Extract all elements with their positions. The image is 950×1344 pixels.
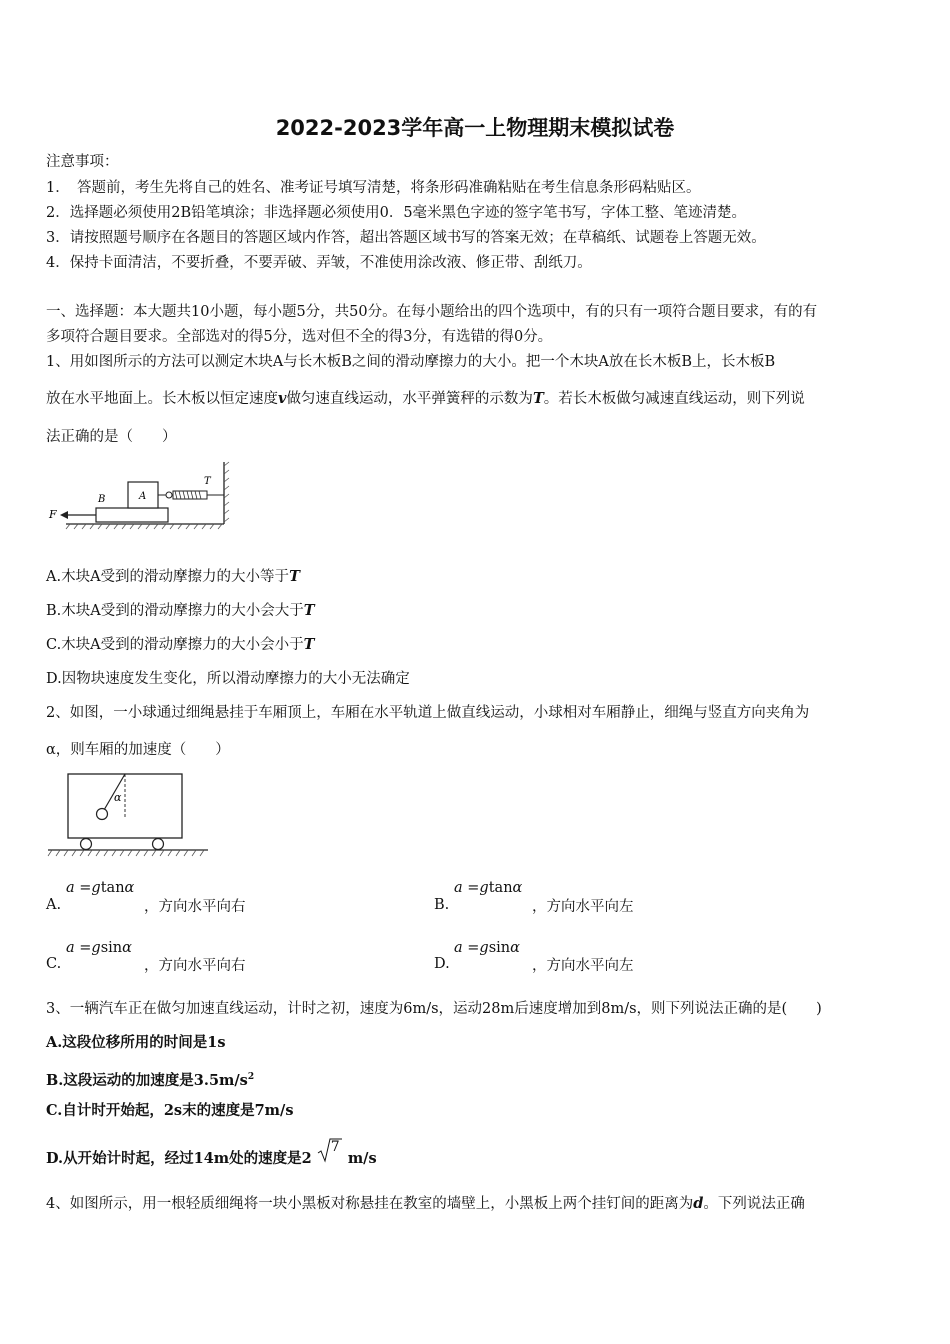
q3-option-c: C.自计时开始起，2s末的速度是7m/s: [46, 1102, 294, 1119]
sqrt-expression: [317, 1139, 343, 1169]
section-instructions-line: 多项符合题目要求。全部选对的得5分，选对但不全的得3分，有选错的得0分。: [46, 329, 553, 345]
q1-stem-text: 做匀速直线运动，水平弹簧秤的示数为: [286, 391, 533, 407]
option-text: C.木块A受到的滑动摩擦力的大小会小于: [46, 637, 304, 653]
q2-option-d-formula: a =gsinα: [454, 940, 520, 956]
q2-option-c-letter: C.: [46, 956, 62, 972]
q1-option-d: D.因物块速度发生变化，所以滑动摩擦力的大小无法确定: [46, 671, 410, 687]
q4-stem-text: 。下列说法正确: [703, 1196, 805, 1212]
option-text: A.木块A受到的滑动摩擦力的大小等于: [46, 569, 290, 585]
figure-label-A: A: [139, 491, 147, 502]
q2-carriage-pendulum-figure: [46, 770, 210, 860]
variable-T: T: [289, 568, 300, 585]
variable-T: T: [303, 636, 315, 653]
q1-stem-text: 。若长木板做匀减速直线运动，则下列说: [543, 391, 805, 407]
notice-heading: 注意事项：: [46, 154, 119, 170]
option-text: D.从开始计时起，经过14m处的速度是2: [46, 1150, 312, 1167]
variable-T: T: [532, 390, 544, 407]
variable-d: d: [693, 1195, 704, 1212]
q1-stem-line: [46, 389, 805, 409]
superscript: 2: [247, 1072, 255, 1082]
q1-option-c: [46, 635, 314, 655]
q2-stem-line: α，则车厢的加速度（ ）: [46, 742, 230, 758]
q3-option-d: [46, 1139, 377, 1169]
q4-stem-line: [46, 1194, 805, 1214]
q1-stem-text: 放在水平地面上。长木板以恒定速度: [46, 391, 278, 407]
q2-option-a-desc: ，方向水平向右: [144, 899, 246, 915]
q2-option-c-formula: a =gsinα: [66, 940, 132, 956]
q2-option-b-letter: B.: [434, 897, 450, 913]
q2-option-c-desc: ，方向水平向右: [144, 958, 246, 974]
q4-stem-text: 4、如图所示，用一根轻质细绳将一块小黑板对称悬挂在教室的墙壁上，小黑板上两个挂钉间的距离为: [46, 1196, 694, 1212]
q2-option-a-formula: a =gtanα: [66, 880, 135, 896]
q1-stem-line: 1、用如图所示的方法可以测定木块A与长木板B之间的滑动摩擦力的大小。把一个木块A放在长木板B上，长木板B: [46, 354, 776, 370]
option-text: B.这段运动的加速度是3.5m/s: [46, 1071, 248, 1089]
q3-option-b: [46, 1067, 254, 1091]
figure-label-T: T: [204, 476, 211, 487]
q2-option-a-letter: A.: [46, 897, 62, 913]
q3-option-a: A.这段位移所用的时间是1s: [46, 1034, 226, 1051]
page-title: 2022-2023学年高一上物理期末模拟试卷: [275, 116, 675, 140]
q1-option-a: [46, 567, 300, 587]
notice-item: 2．选择题必须使用2B铅笔填涂；非选择题必须使用0．5毫米黑色字迹的签字笔书写，字体工整、笔迹清楚。: [46, 205, 747, 221]
figure-label-alpha: α: [114, 791, 122, 804]
q2-option-b-formula: a =gtanα: [454, 880, 523, 896]
q2-option-d-letter: D.: [434, 956, 450, 972]
unit: m/s: [347, 1150, 377, 1167]
option-text: B.木块A受到的滑动摩擦力的大小会大于: [46, 603, 304, 619]
notice-item: 1． 答题前，考生先将自己的姓名、准考证号填写清楚，将条形码准确粘贴在考生信息条形码粘贴区。: [46, 180, 701, 196]
section-instructions-line: 一、选择题：本大题共10小题，每小题5分，共50分。在每小题给出的四个选项中，有的只有一项符合题目要求，有的有: [46, 304, 818, 320]
q2-option-d-desc: ，方向水平向左: [532, 958, 634, 974]
q2-option-b-desc: ，方向水平向左: [532, 899, 634, 915]
variable-T: T: [303, 602, 315, 619]
figure-label-F: F: [49, 508, 57, 521]
q1-stem-line: 法正确的是（ ）: [46, 429, 177, 445]
notice-item: 3．请按照题号顺序在各题目的答题区域内作答，超出答题区域书写的答案无效；在草稿纸、试题卷上答题无效。: [46, 230, 766, 246]
notice-item: 4．保持卡面清洁，不要折叠，不要弄破、弄皱，不准使用涂改液、修正带、刮纸刀。: [46, 255, 592, 271]
figure-label-B: B: [98, 494, 106, 505]
q1-option-b: [46, 601, 315, 621]
q3-stem-line: 3、一辆汽车正在做匀加速直线运动，计时之初，速度为6m/s，运动28m后速度增加到8m/s，则下列说法正确的是( ): [46, 1001, 822, 1017]
q1-block-spring-figure: [46, 458, 236, 530]
q2-stem-line: 2、如图，一小球通过细绳悬挂于车厢顶上，车厢在水平轨道上做直线运动，小球相对车厢静止，细绳与竖直方向夹角为: [46, 705, 810, 721]
variable-v: v: [278, 390, 287, 407]
sqrt-radicand: 7: [330, 1139, 340, 1155]
